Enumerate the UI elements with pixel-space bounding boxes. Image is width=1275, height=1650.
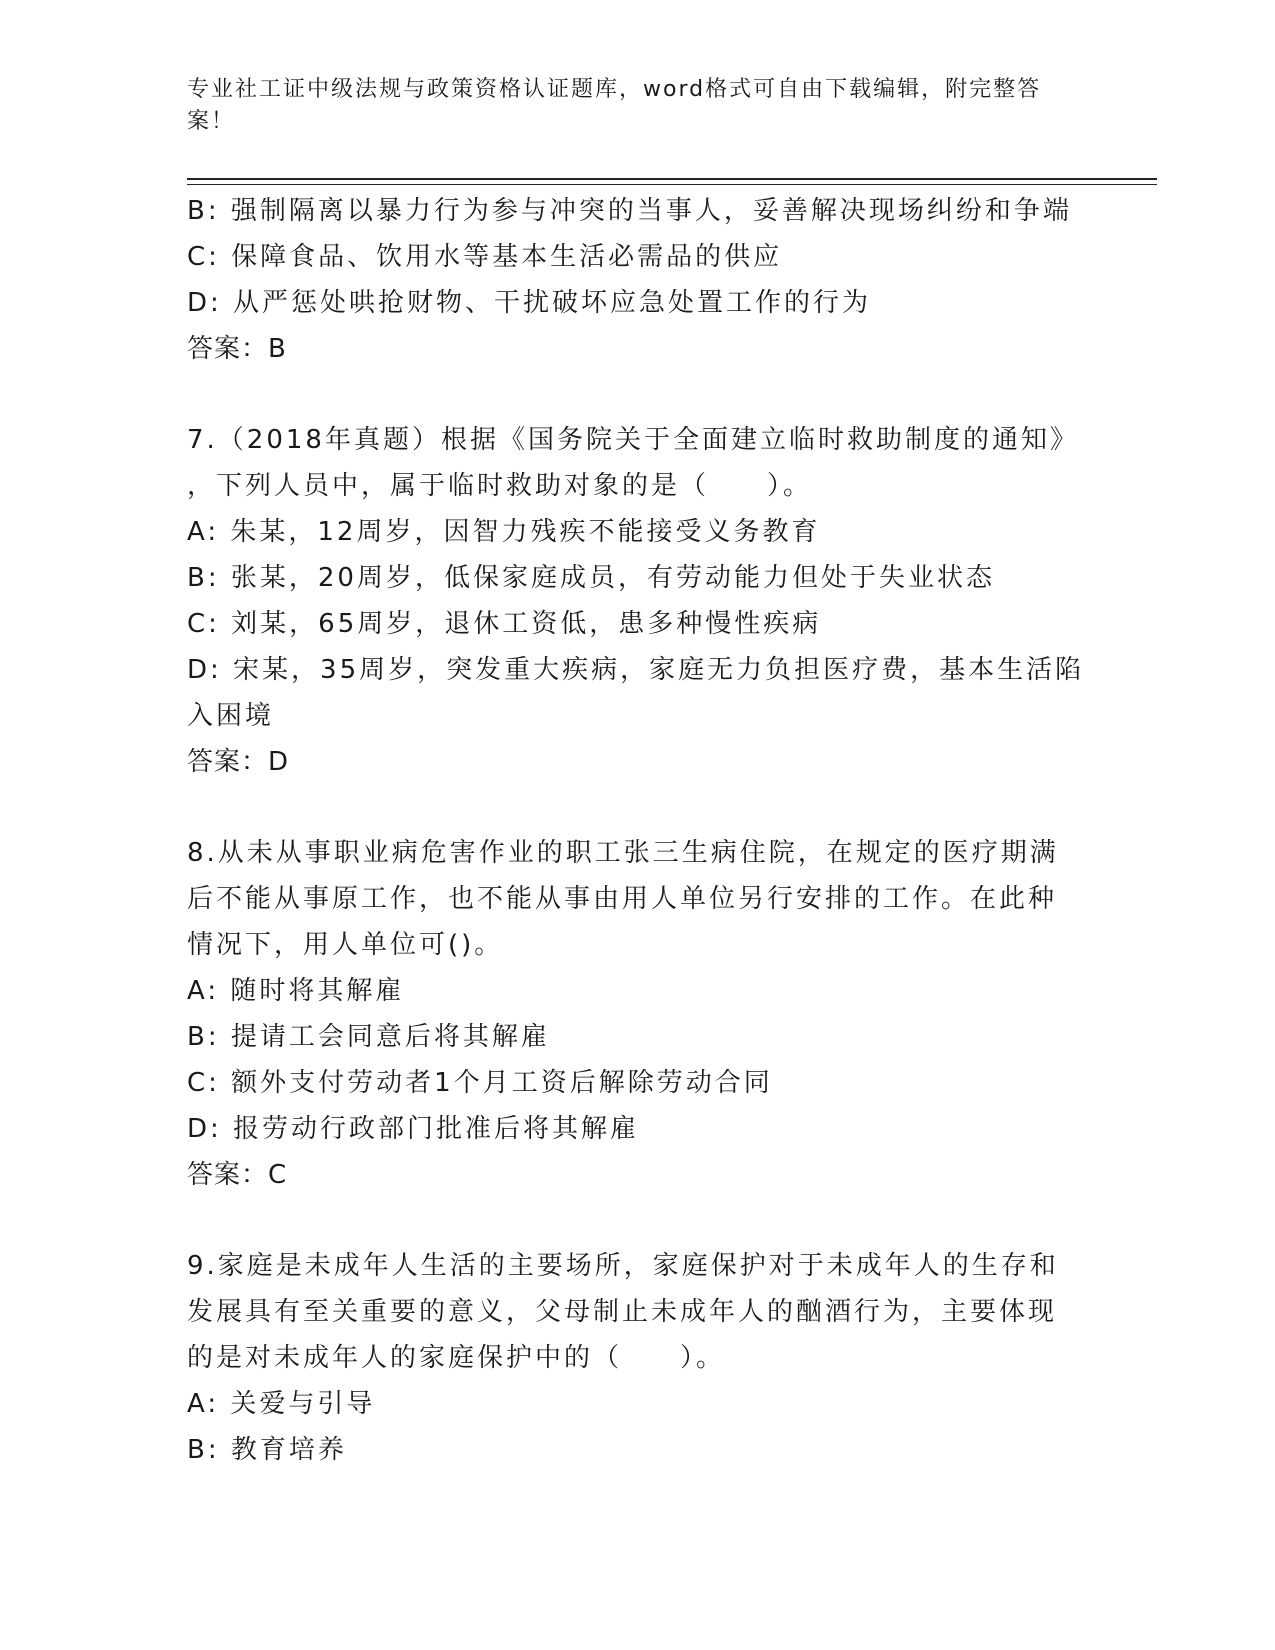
option-b: B: 教育培养 — [187, 1435, 347, 1465]
option-b: B: 张某，20周岁，低保家庭成员，有劳动能力但处于失业状态 — [187, 563, 995, 593]
option-c: C: 额外支付劳动者1个月工资后解除劳动合同 — [187, 1068, 773, 1098]
spacer — [187, 372, 1077, 417]
question-text-line: 发展具有至关重要的意义，父母制止未成年人的酗酒行为，主要体现 — [187, 1297, 1058, 1327]
question-text-line: ，下列人员中，属于临时救助对象的是（ ）。 — [187, 471, 813, 501]
question-text-line: 的是对未成年人的家庭保护中的（ ）。 — [187, 1343, 726, 1373]
question-text-line: 9.家庭是未成年人生活的主要场所，家庭保护对于未成年人的生存和 — [187, 1251, 1059, 1281]
question-block-7 — [187, 417, 1085, 785]
document-header — [187, 74, 1067, 138]
header-divider-thin — [187, 184, 1157, 185]
question-text-line: 7.（2018年真题）根据《国务院关于全面建立临时救助制度的通知》 — [187, 425, 1079, 455]
answer-line: 答案：B — [187, 334, 287, 364]
question-list — [187, 188, 1085, 1473]
option-a: A: 随时将其解雇 — [187, 976, 405, 1006]
question-text-line: 情况下，用人单位可()。 — [187, 930, 504, 960]
question-block-6 — [187, 188, 1077, 372]
option-b: B: 提请工会同意后将其解雇 — [187, 1022, 550, 1052]
header-divider-thick — [187, 178, 1157, 180]
option-a: A: 关爱与引导 — [187, 1389, 376, 1419]
option-a: A: 朱某，12周岁，因智力残疾不能接受义务教育 — [187, 517, 821, 547]
option-c: C: 刘某，65周岁，退休工资低，患多种慢性疾病 — [187, 609, 822, 639]
question-text-line: 后不能从事原工作，也不能从事由用人单位另行安排的工作。在此种 — [187, 884, 1058, 914]
question-text-line: 8.从未从事职业病危害作业的职工张三生病住院，在规定的医疗期满 — [187, 838, 1059, 868]
option-d: D: 宋某，35周岁，突发重大疾病，家庭无力负担医疗费，基本生活陷 — [187, 655, 1085, 685]
question-block-9 — [187, 1243, 1077, 1473]
question-block-8 — [187, 830, 1077, 1198]
option-d: D: 报劳动行政部门批准后将其解雇 — [187, 1114, 640, 1144]
spacer — [187, 785, 1077, 830]
spacer — [187, 1198, 1077, 1243]
option-d: D: 从严惩处哄抢财物、干扰破坏应急处置工作的行为 — [187, 288, 872, 318]
option-b: B: 强制隔离以暴力行为参与冲突的当事人，妥善解决现场纠纷和争端 — [187, 196, 1072, 226]
answer-line: 答案：D — [187, 747, 290, 777]
answer-line: 答案：C — [187, 1160, 288, 1190]
option-c: C: 保障食品、饮用水等基本生活必需品的供应 — [187, 242, 783, 272]
header-title: 专业社工证中级法规与政策资格认证题库，word格式可自由下载编辑，附完整答案！ — [187, 77, 1042, 134]
option-d-continuation: 入困境 — [187, 701, 275, 731]
